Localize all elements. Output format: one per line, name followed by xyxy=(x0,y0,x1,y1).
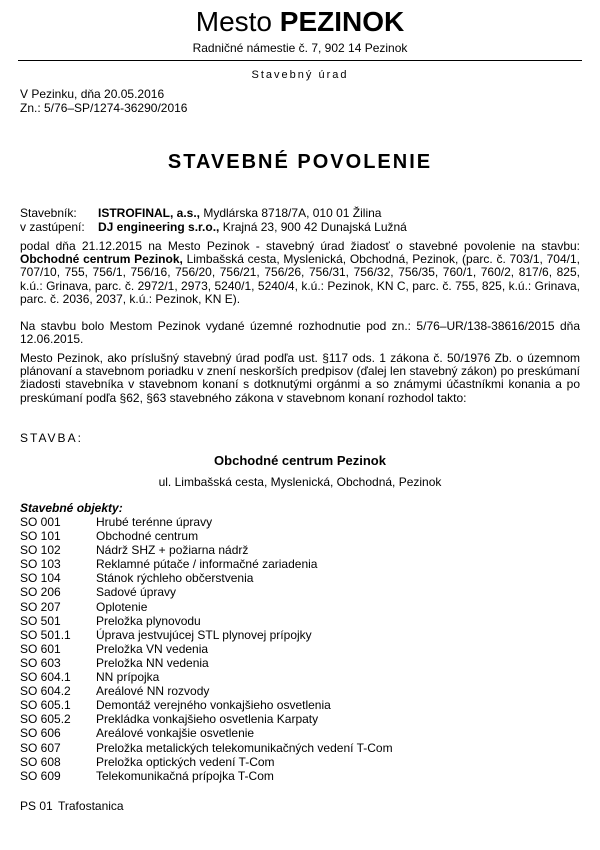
object-item xyxy=(20,557,393,571)
object-code: SO 501.1 xyxy=(20,627,71,642)
representative-address: Krajná 23, 900 42 Dunajská Lužná xyxy=(219,220,407,234)
object-name: Preložka plynovodu xyxy=(96,613,201,628)
object-name: Oplotenie xyxy=(96,599,148,614)
object-name: Reklamné pútače / informačné zariadenia xyxy=(96,557,318,572)
builder-name: ISTROFINAL, a.s., xyxy=(98,206,201,220)
object-code: SO 206 xyxy=(20,585,61,600)
building-section-label: STAVBA: xyxy=(20,431,83,445)
object-item xyxy=(20,529,393,543)
object-item xyxy=(20,755,393,769)
object-item xyxy=(20,543,393,557)
object-name: Obchodné centrum xyxy=(96,529,199,544)
object-code: SO 102 xyxy=(20,543,61,558)
municipality-address: Radničné námestie č. 7, 902 14 Pezinok xyxy=(192,41,408,55)
object-code: SO 207 xyxy=(20,599,61,614)
object-item xyxy=(20,600,393,614)
object-name: Nádrž SHZ + požiarna nádrž xyxy=(96,543,249,558)
object-item xyxy=(20,628,393,642)
application-project: Obchodné centrum Pezinok, xyxy=(20,252,183,267)
municipality-title-prefix: Mesto xyxy=(195,6,272,37)
application-intro: podal dňa 21.12.2015 na Mesto Pezinok - stavebný úrad žiadosť o stavebné povolenie na stavbu: xyxy=(20,239,580,253)
object-name: Preložka metalických telekomunikačných vedení T-Com xyxy=(96,740,393,755)
object-item xyxy=(20,741,393,755)
builder-label: Stavebník: xyxy=(20,206,77,220)
object-name: Úprava jestvujúcej STL plynovej prípojky xyxy=(96,627,312,642)
object-item xyxy=(20,642,393,656)
builder-address: Mydlárska 8718/7A, 010 01 Žilina xyxy=(200,206,382,220)
object-code: SO 601 xyxy=(20,641,61,656)
representative-name: DJ engineering s.r.o., xyxy=(98,220,220,234)
object-item xyxy=(20,698,393,712)
object-code: SO 609 xyxy=(20,768,61,783)
objects-list xyxy=(20,515,393,783)
object-name: Preložka NN vedenia xyxy=(96,655,209,670)
power-object-code: PS 01 xyxy=(20,799,53,813)
object-item xyxy=(20,571,393,585)
power-object-item xyxy=(20,799,124,813)
object-code: SO 604.1 xyxy=(20,670,71,685)
application-rest: Limbašská cesta, Myslenická, Obchodná, Pezinok, (parc. č. 703/1, 704/1, 707/10, 755, 756/1, 756/16, 756/20, 756/21, 756/26, 756/31, 756/32, 756/35, 760/1, 760/2, 817/6, 825, k.ú.: Grinava, parc. č. 2972/1, 2973, 5240/1, 5240/4, k.ú.: Pezinok, KN C, parc. č. 755, 825, k.ú.: Grinava, parc. č. 2036, 2037, k.ú.: Pezinok, KN E). xyxy=(20,252,580,306)
municipality-title-name: PEZINOK xyxy=(279,6,405,37)
object-item xyxy=(20,585,393,599)
object-item xyxy=(20,712,393,726)
object-code: SO 605.1 xyxy=(20,698,71,713)
representative-label: v zastúpení: xyxy=(20,220,85,234)
building-address: ul. Limbašská cesta, Myslenická, Obchodná, Pezinok xyxy=(158,475,442,489)
object-code: SO 001 xyxy=(20,515,61,529)
object-code: SO 603 xyxy=(20,655,61,670)
building-name: Obchodné centrum Pezinok xyxy=(214,453,386,468)
object-name: Hrubé terénne úpravy xyxy=(96,515,213,529)
power-object-name: Trafostanica xyxy=(58,799,124,813)
object-code: SO 604.2 xyxy=(20,684,71,699)
object-name: Areálové vonkajšie osvetlenie xyxy=(96,726,255,741)
object-item xyxy=(20,726,393,740)
object-code: SO 501 xyxy=(20,613,61,628)
object-name: Preložka VN vedenia xyxy=(96,641,209,656)
object-item xyxy=(20,614,393,628)
object-name: Demontáž verejného vonkajšieho osvetlenia xyxy=(96,698,331,713)
objects-heading: Stavebné objekty: xyxy=(20,501,123,515)
object-code: SO 104 xyxy=(20,571,61,586)
document-title: STAVEBNÉ POVOLENIE xyxy=(167,151,433,173)
object-name: Preložka optických vedení T-Com xyxy=(96,754,275,769)
object-item xyxy=(20,515,393,529)
object-name: Telekomunikačná prípojka T-Com xyxy=(96,768,274,783)
file-number: Zn.: 5/76–SP/1274-36290/2016 xyxy=(20,101,188,115)
object-code: SO 103 xyxy=(20,557,61,572)
object-name: Stánok rýchleho občerstvenia xyxy=(96,571,254,586)
object-item xyxy=(20,769,393,783)
representative-row xyxy=(20,220,407,234)
builder-row xyxy=(20,206,381,220)
object-name: Areálové NN rozvody xyxy=(96,684,210,699)
object-code: SO 606 xyxy=(20,726,61,741)
object-item xyxy=(20,684,393,698)
object-item xyxy=(20,670,393,684)
object-code: SO 101 xyxy=(20,529,61,544)
authority-paragraph: Mesto Pezinok, ako príslušný stavebný úrad podľa ust. §117 ods. 1 zákona č. 50/1976 Zb. o územnom plánovaní a stavebnom poriadku v znení neskorších predpisov (ďalej len stavebný zákon) po preskúmaní žiadosti stavebníka v stavebnom konaní s dotknutými orgánmi a so známymi účastníkmi konania a po preskúmaní podľa §62, §63 stavebného zákona v stavebnom konaní rozhodol takto: xyxy=(20,351,580,405)
zoning-decision-paragraph: Na stavbu bolo Mestom Pezinok vydané územné rozhodnutie pod zn.: 5/76–UR/138-38616/2015 dňa 12.06.2015. xyxy=(20,319,580,347)
object-item xyxy=(20,656,393,670)
municipality-title xyxy=(0,6,600,38)
object-code: SO 608 xyxy=(20,754,61,769)
object-code: SO 607 xyxy=(20,740,61,755)
place-date: V Pezinku, dňa 20.05.2016 xyxy=(20,87,165,101)
object-name: Sadové úpravy xyxy=(96,585,177,600)
application-paragraph xyxy=(20,240,580,306)
object-name: Prekládka vonkajšieho osvetlenia Karpaty xyxy=(96,712,319,727)
header-divider xyxy=(18,60,582,61)
object-code: SO 605.2 xyxy=(20,712,71,727)
office-name: Stavebný úrad xyxy=(251,69,349,81)
object-name: NN prípojka xyxy=(96,670,160,685)
